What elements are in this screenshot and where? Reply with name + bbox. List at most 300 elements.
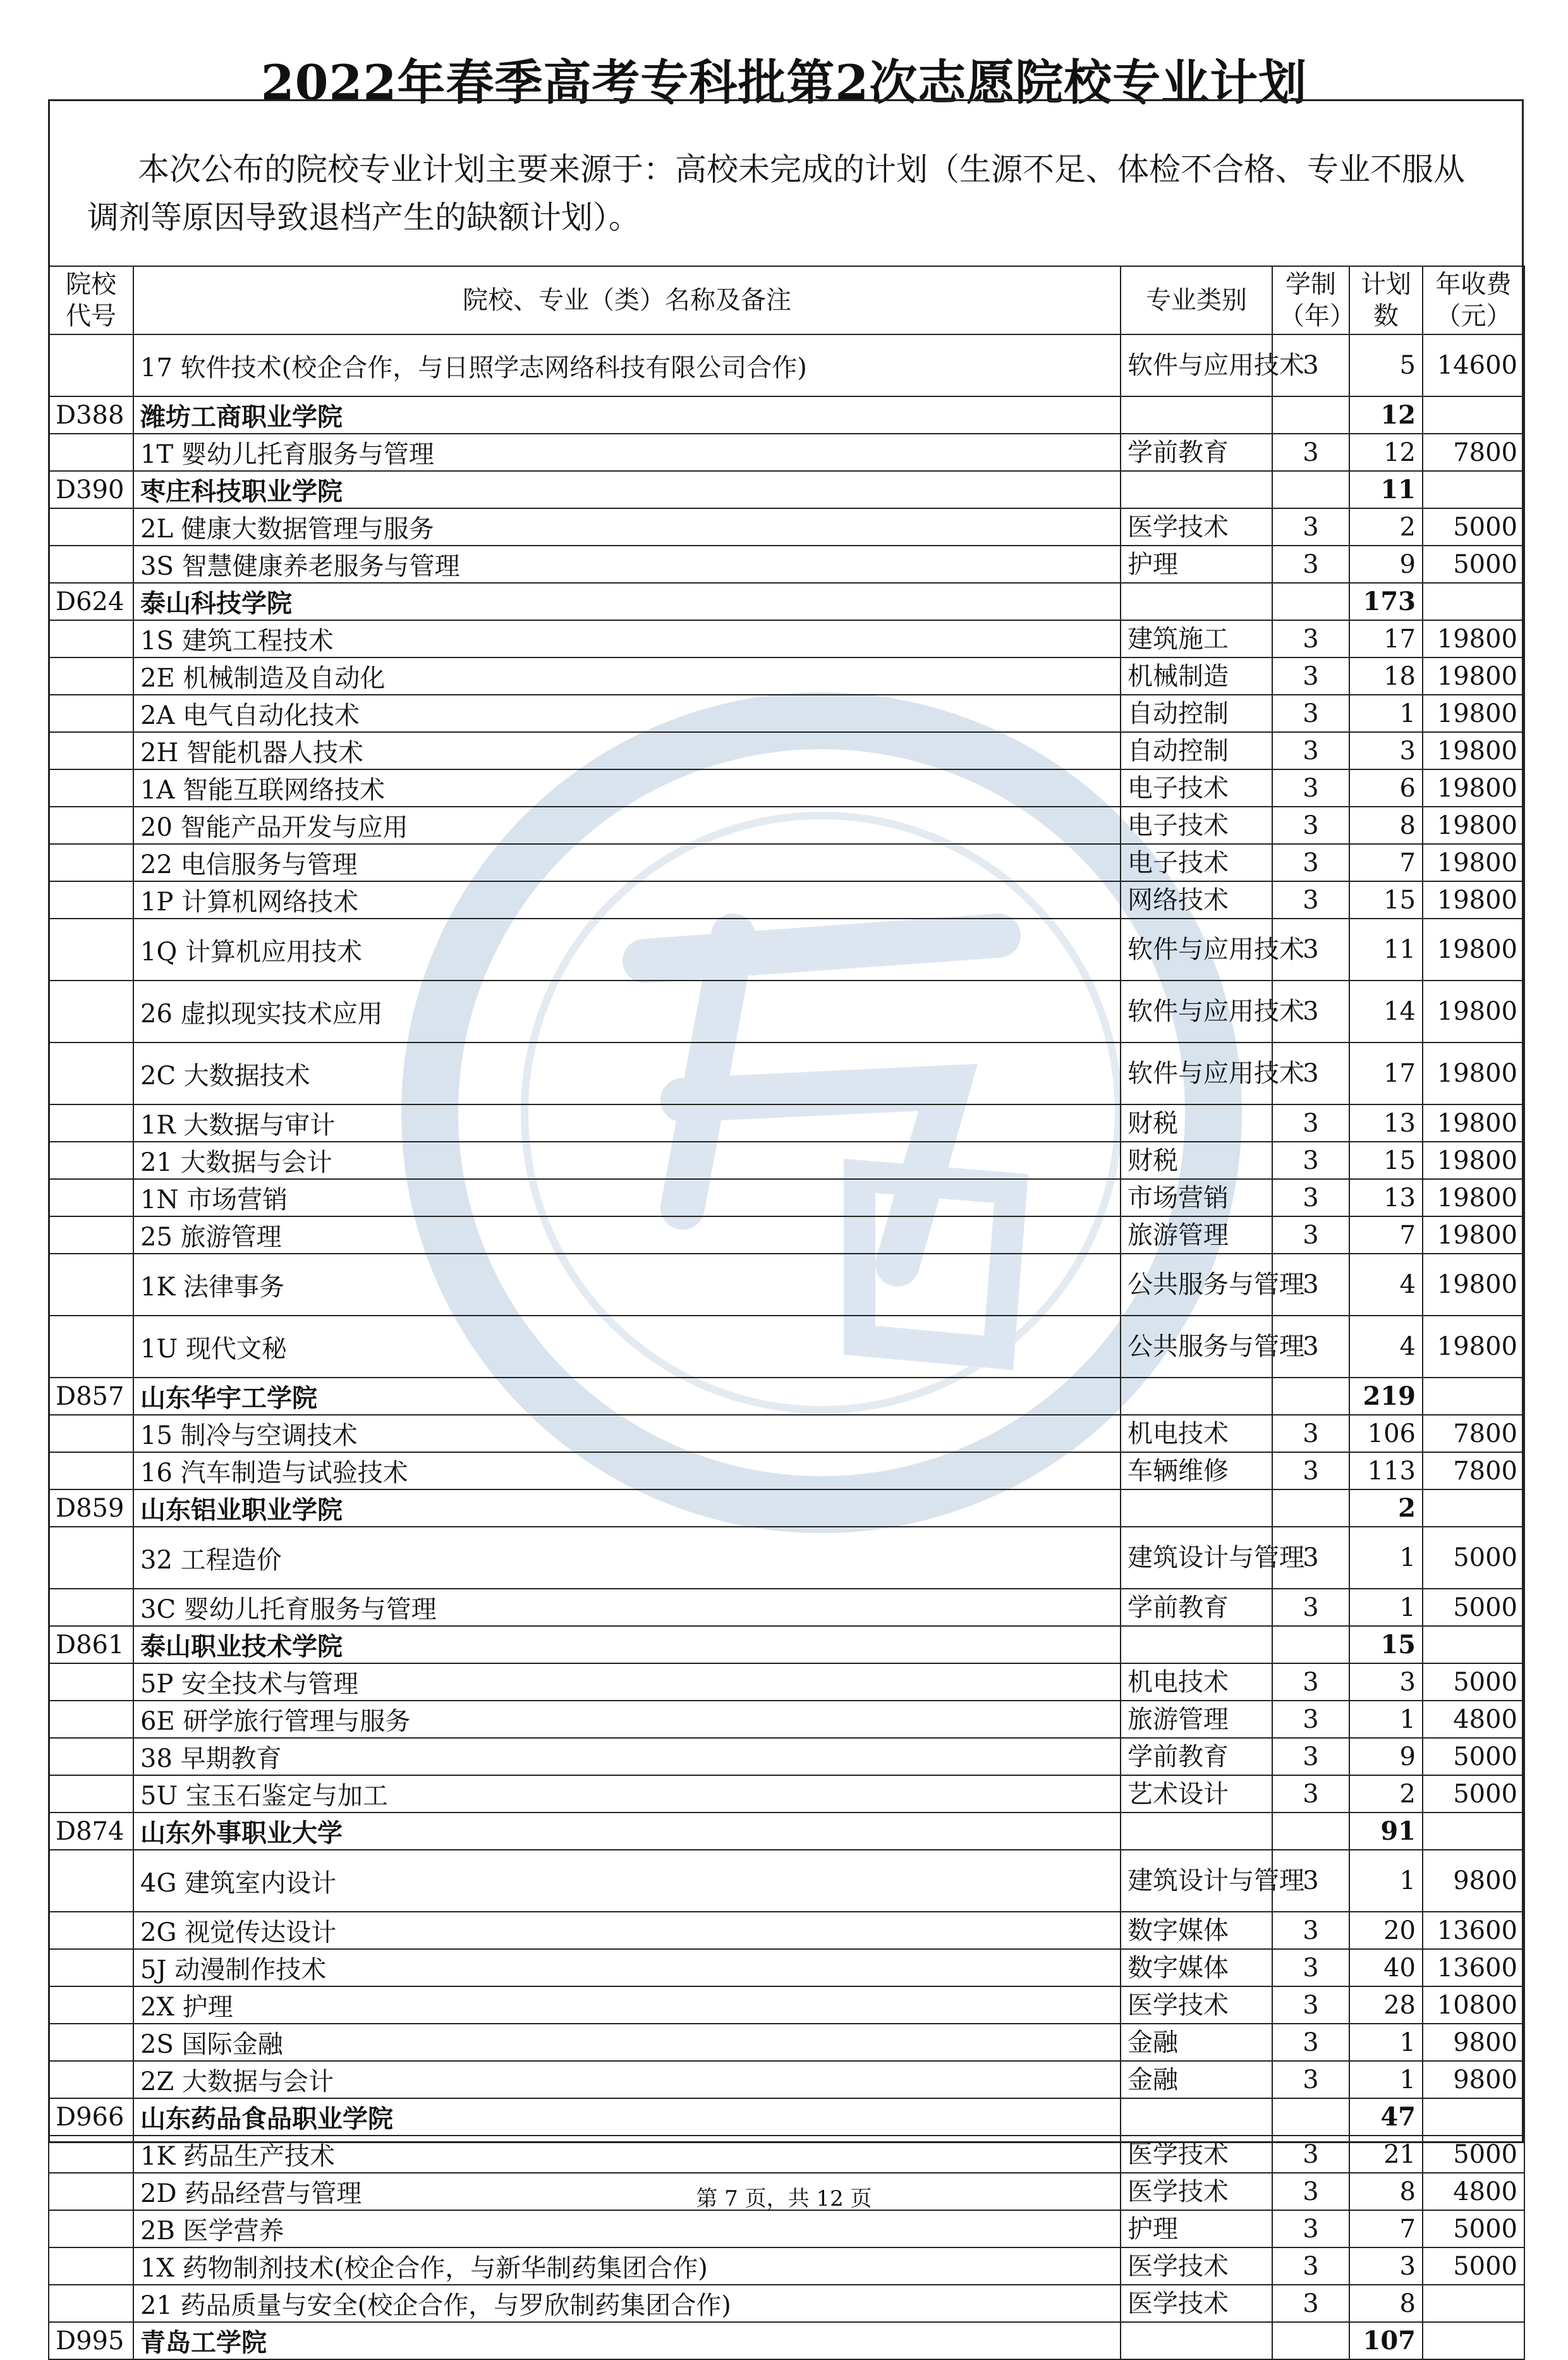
cell-name: 山东外事职业大学 (133, 1813, 1121, 1850)
cell-fee (1423, 2285, 1524, 2322)
cell-category: 软件与应用技术 (1121, 1042, 1272, 1104)
cell-name: 38 早期教育 (133, 1738, 1121, 1775)
cell-code (49, 695, 133, 732)
cell-category (1121, 1378, 1272, 1415)
cell-plan: 17 (1349, 620, 1423, 657)
header-plan: 计划数 (1349, 266, 1423, 334)
cell-code (49, 1179, 133, 1216)
cell-category (1121, 2322, 1272, 2359)
cell-category: 网络技术 (1121, 881, 1272, 919)
cell-years: 3 (1272, 1042, 1349, 1104)
cell-plan: 173 (1349, 583, 1423, 620)
major-row (49, 1142, 1524, 1179)
cell-fee: 5000 (1423, 508, 1524, 546)
major-row (49, 732, 1524, 769)
cell-name: 26 虚拟现实技术应用 (133, 981, 1121, 1042)
cell-category (1121, 1489, 1272, 1527)
cell-code (49, 434, 133, 471)
cell-years: 3 (1272, 769, 1349, 807)
cell-category: 数字媒体 (1121, 1912, 1272, 1949)
cell-years: 3 (1272, 919, 1349, 981)
major-row (49, 1179, 1524, 1216)
plan-table (48, 266, 1525, 2360)
cell-fee: 19800 (1423, 981, 1524, 1042)
cell-years: 3 (1272, 881, 1349, 919)
cell-years: 3 (1272, 2136, 1349, 2173)
cell-plan: 13 (1349, 1179, 1423, 1216)
cell-name: 2L 健康大数据管理与服务 (133, 508, 1121, 546)
cell-code (49, 1850, 133, 1912)
cell-years: 3 (1272, 1850, 1349, 1912)
cell-plan: 13 (1349, 1104, 1423, 1142)
cell-name: 5P 安全技术与管理 (133, 1663, 1121, 1701)
cell-code (49, 1415, 133, 1452)
cell-category: 医学技术 (1121, 508, 1272, 546)
major-row (49, 1042, 1524, 1104)
major-row (49, 881, 1524, 919)
cell-code (49, 807, 133, 844)
major-row (49, 919, 1524, 981)
cell-fee: 7800 (1423, 434, 1524, 471)
major-row (49, 657, 1524, 695)
cell-name: 15 制冷与空调技术 (133, 1415, 1121, 1452)
cell-fee: 19800 (1423, 919, 1524, 981)
cell-code (49, 2024, 133, 2061)
cell-fee (1423, 1378, 1524, 1415)
cell-plan: 1 (1349, 1527, 1423, 1589)
cell-fee: 19800 (1423, 1254, 1524, 1316)
cell-fee (1423, 471, 1524, 508)
cell-years: 3 (1272, 2061, 1349, 2098)
major-row (49, 1527, 1524, 1589)
cell-fee: 7800 (1423, 1452, 1524, 1489)
cell-name: 青岛工学院 (133, 2322, 1121, 2359)
cell-years: 3 (1272, 2024, 1349, 2061)
cell-category: 学前教育 (1121, 1738, 1272, 1775)
cell-name: 1K 药品生产技术 (133, 2136, 1121, 2173)
cell-plan: 1 (1349, 2061, 1423, 2098)
cell-plan: 7 (1349, 2210, 1423, 2247)
cell-name: 2A 电气自动化技术 (133, 695, 1121, 732)
cell-category: 医学技术 (1121, 2136, 1272, 2173)
cell-category: 金融 (1121, 2061, 1272, 2098)
cell-code (49, 1316, 133, 1378)
cell-plan: 12 (1349, 396, 1423, 434)
cell-plan: 4 (1349, 1254, 1423, 1316)
cell-name: 1U 现代文秘 (133, 1316, 1121, 1378)
cell-plan: 28 (1349, 1986, 1423, 2024)
cell-name: 4G 建筑室内设计 (133, 1850, 1121, 1912)
cell-plan: 5 (1349, 334, 1423, 396)
cell-name: 山东铝业职业学院 (133, 1489, 1121, 1527)
cell-code (49, 1216, 133, 1254)
cell-plan: 106 (1349, 1415, 1423, 1452)
major-row (49, 1104, 1524, 1142)
cell-plan: 6 (1349, 769, 1423, 807)
cell-name: 1R 大数据与审计 (133, 1104, 1121, 1142)
major-row (49, 1415, 1524, 1452)
school-row (49, 2322, 1524, 2359)
cell-plan: 2 (1349, 1489, 1423, 1527)
cell-name: 山东华宇工学院 (133, 1378, 1121, 1415)
cell-fee: 19800 (1423, 1104, 1524, 1142)
school-row (49, 1378, 1524, 1415)
cell-fee (1423, 2322, 1524, 2359)
cell-years (1272, 1813, 1349, 1850)
cell-code: D995 (49, 2322, 133, 2359)
cell-years: 3 (1272, 844, 1349, 881)
cell-plan: 18 (1349, 657, 1423, 695)
cell-code: D390 (49, 471, 133, 508)
major-row (49, 807, 1524, 844)
cell-category: 数字媒体 (1121, 1949, 1272, 1986)
cell-code: D861 (49, 1626, 133, 1663)
cell-name: 25 旅游管理 (133, 1216, 1121, 1254)
cell-fee: 19800 (1423, 695, 1524, 732)
school-row (49, 1813, 1524, 1850)
cell-code (49, 1527, 133, 1589)
header-years: 学制（年） (1272, 266, 1349, 334)
cell-code (49, 2247, 133, 2285)
cell-category (1121, 1626, 1272, 1663)
cell-name: 枣庄科技职业学院 (133, 471, 1121, 508)
cell-name: 32 工程造价 (133, 1527, 1121, 1589)
cell-category: 市场营销 (1121, 1179, 1272, 1216)
major-row (49, 620, 1524, 657)
cell-name: 5U 宝玉石鉴定与加工 (133, 1775, 1121, 1813)
cell-category: 财税 (1121, 1142, 1272, 1179)
cell-category: 护理 (1121, 546, 1272, 583)
cell-plan: 3 (1349, 2247, 1423, 2285)
cell-plan: 1 (1349, 1589, 1423, 1626)
cell-category: 软件与应用技术 (1121, 334, 1272, 396)
cell-plan: 17 (1349, 1042, 1423, 1104)
cell-years (1272, 396, 1349, 434)
major-row (49, 2210, 1524, 2247)
cell-category: 机电技术 (1121, 1663, 1272, 1701)
cell-years: 3 (1272, 1589, 1349, 1626)
major-row (49, 1949, 1524, 1986)
cell-category: 旅游管理 (1121, 1701, 1272, 1738)
cell-fee: 5000 (1423, 1663, 1524, 1701)
cell-years: 3 (1272, 1254, 1349, 1316)
cell-plan: 7 (1349, 1216, 1423, 1254)
cell-years (1272, 1489, 1349, 1527)
cell-category: 机械制造 (1121, 657, 1272, 695)
cell-plan: 8 (1349, 807, 1423, 844)
cell-plan: 47 (1349, 2098, 1423, 2136)
cell-years: 3 (1272, 1949, 1349, 1986)
cell-code (49, 1663, 133, 1701)
cell-fee (1423, 2098, 1524, 2136)
cell-fee: 5000 (1423, 2136, 1524, 2173)
cell-code (49, 919, 133, 981)
cell-fee: 7800 (1423, 1415, 1524, 1452)
cell-code (49, 2210, 133, 2247)
major-row (49, 1986, 1524, 2024)
cell-years: 3 (1272, 1415, 1349, 1452)
cell-category: 机电技术 (1121, 1415, 1272, 1452)
cell-category: 软件与应用技术 (1121, 981, 1272, 1042)
cell-years (1272, 2322, 1349, 2359)
cell-name: 1K 法律事务 (133, 1254, 1121, 1316)
cell-code (49, 1775, 133, 1813)
cell-fee: 4800 (1423, 1701, 1524, 1738)
cell-plan: 40 (1349, 1949, 1423, 1986)
cell-fee (1423, 1626, 1524, 1663)
cell-category: 建筑设计与管理 (1121, 1850, 1272, 1912)
cell-fee: 9800 (1423, 2061, 1524, 2098)
cell-fee: 19800 (1423, 881, 1524, 919)
cell-fee: 19800 (1423, 732, 1524, 769)
cell-code (49, 1142, 133, 1179)
cell-category: 医学技术 (1121, 2173, 1272, 2210)
cell-category: 软件与应用技术 (1121, 919, 1272, 981)
cell-plan: 2 (1349, 1775, 1423, 1813)
cell-years: 3 (1272, 1701, 1349, 1738)
cell-years: 3 (1272, 1452, 1349, 1489)
cell-plan: 11 (1349, 919, 1423, 981)
cell-years: 3 (1272, 434, 1349, 471)
cell-name: 2Z 大数据与会计 (133, 2061, 1121, 2098)
cell-name: 16 汽车制造与试验技术 (133, 1452, 1121, 1489)
cell-name: 3S 智慧健康养老服务与管理 (133, 546, 1121, 583)
major-row (49, 769, 1524, 807)
cell-category (1121, 583, 1272, 620)
intro-note: 本次公布的院校专业计划主要来源于：高校未完成的计划（生源不足、体检不合格、专业不服从调剂等原因导致退档产生的缺额计划）。 (87, 151, 1465, 236)
major-row (49, 1663, 1524, 1701)
cell-code (49, 769, 133, 807)
cell-category: 旅游管理 (1121, 1216, 1272, 1254)
cell-fee: 14600 (1423, 334, 1524, 396)
cell-plan: 15 (1349, 1626, 1423, 1663)
major-row (49, 1316, 1524, 1378)
cell-category: 车辆维修 (1121, 1452, 1272, 1489)
school-row (49, 2098, 1524, 2136)
cell-plan: 1 (1349, 1850, 1423, 1912)
cell-plan: 3 (1349, 732, 1423, 769)
cell-name: 1S 建筑工程技术 (133, 620, 1121, 657)
cell-fee: 19800 (1423, 657, 1524, 695)
cell-years: 3 (1272, 2173, 1349, 2210)
cell-years (1272, 1378, 1349, 1415)
cell-fee: 13600 (1423, 1912, 1524, 1949)
cell-name: 17 软件技术(校企合作，与日照学志网络科技有限公司合作) (133, 334, 1121, 396)
cell-years: 3 (1272, 546, 1349, 583)
cell-fee: 10800 (1423, 1986, 1524, 2024)
major-row (49, 2285, 1524, 2322)
major-row (49, 434, 1524, 471)
major-row (49, 1775, 1524, 1813)
cell-code (49, 1452, 133, 1489)
cell-code: D857 (49, 1378, 133, 1415)
cell-name: 1X 药物制剂技术(校企合作，与新华制药集团合作) (133, 2247, 1121, 2285)
cell-plan: 1 (1349, 695, 1423, 732)
cell-code (49, 2061, 133, 2098)
cell-plan: 11 (1349, 471, 1423, 508)
cell-plan: 3 (1349, 1663, 1423, 1701)
major-row (49, 1254, 1524, 1316)
cell-fee: 19800 (1423, 1142, 1524, 1179)
cell-category (1121, 396, 1272, 434)
major-row (49, 981, 1524, 1042)
cell-category: 电子技术 (1121, 769, 1272, 807)
header-category: 专业类别 (1121, 266, 1272, 334)
cell-category: 电子技术 (1121, 807, 1272, 844)
cell-name: 21 药品质量与安全(校企合作，与罗欣制药集团合作) (133, 2285, 1121, 2322)
cell-fee: 9800 (1423, 2024, 1524, 2061)
cell-years: 3 (1272, 732, 1349, 769)
cell-years: 3 (1272, 2285, 1349, 2322)
cell-fee: 5000 (1423, 1738, 1524, 1775)
cell-fee: 13600 (1423, 1949, 1524, 1986)
cell-fee (1423, 396, 1524, 434)
cell-plan: 4 (1349, 1316, 1423, 1378)
cell-fee: 5000 (1423, 2210, 1524, 2247)
cell-name: 6E 研学旅行管理与服务 (133, 1701, 1121, 1738)
cell-category: 金融 (1121, 2024, 1272, 2061)
cell-fee: 19800 (1423, 1316, 1524, 1378)
major-row (49, 2136, 1524, 2173)
cell-years (1272, 471, 1349, 508)
cell-plan: 2 (1349, 508, 1423, 546)
major-row (49, 1452, 1524, 1489)
cell-name: 山东药品食品职业学院 (133, 2098, 1121, 2136)
cell-name: 1T 婴幼儿托育服务与管理 (133, 434, 1121, 471)
cell-years: 3 (1272, 2210, 1349, 2247)
school-row (49, 583, 1524, 620)
cell-years: 3 (1272, 1104, 1349, 1142)
cell-fee: 19800 (1423, 769, 1524, 807)
cell-plan: 15 (1349, 881, 1423, 919)
cell-code: D966 (49, 2098, 133, 2136)
cell-category: 公共服务与管理 (1121, 1254, 1272, 1316)
cell-code (49, 1738, 133, 1775)
cell-category: 自动控制 (1121, 732, 1272, 769)
cell-fee: 19800 (1423, 1042, 1524, 1104)
cell-fee: 4800 (1423, 2173, 1524, 2210)
cell-code (49, 2285, 133, 2322)
cell-years: 3 (1272, 508, 1349, 546)
cell-name: 1P 计算机网络技术 (133, 881, 1121, 919)
cell-years: 3 (1272, 1216, 1349, 1254)
cell-name: 2E 机械制造及自动化 (133, 657, 1121, 695)
cell-code: D874 (49, 1813, 133, 1850)
cell-fee: 5000 (1423, 1775, 1524, 1813)
cell-plan: 107 (1349, 2322, 1423, 2359)
cell-name: 22 电信服务与管理 (133, 844, 1121, 881)
cell-code (49, 732, 133, 769)
cell-plan: 219 (1349, 1378, 1423, 1415)
cell-fee: 9800 (1423, 1850, 1524, 1912)
cell-plan: 21 (1349, 2136, 1423, 2173)
header-fee: 年收费（元） (1423, 266, 1524, 334)
cell-name: 2G 视觉传达设计 (133, 1912, 1121, 1949)
cell-code (49, 657, 133, 695)
cell-code (49, 1254, 133, 1316)
cell-code: D388 (49, 396, 133, 434)
cell-name: 2X 护理 (133, 1986, 1121, 2024)
cell-code: D624 (49, 583, 133, 620)
major-row (49, 546, 1524, 583)
cell-plan: 7 (1349, 844, 1423, 881)
cell-years (1272, 2098, 1349, 2136)
cell-code (49, 620, 133, 657)
cell-years: 3 (1272, 981, 1349, 1042)
school-row (49, 471, 1524, 508)
cell-name: 21 大数据与会计 (133, 1142, 1121, 1179)
cell-years: 3 (1272, 2247, 1349, 2285)
cell-fee: 19800 (1423, 844, 1524, 881)
cell-name: 泰山职业技术学院 (133, 1626, 1121, 1663)
cell-name: 泰山科技学院 (133, 583, 1121, 620)
cell-category (1121, 2098, 1272, 2136)
cell-code (49, 2136, 133, 2173)
cell-category: 学前教育 (1121, 434, 1272, 471)
cell-category: 护理 (1121, 2210, 1272, 2247)
cell-fee: 5000 (1423, 2247, 1524, 2285)
cell-fee (1423, 1813, 1524, 1850)
major-row (49, 2061, 1524, 2098)
cell-name: 1A 智能互联网络技术 (133, 769, 1121, 807)
major-row (49, 1701, 1524, 1738)
major-row (49, 1912, 1524, 1949)
cell-fee: 5000 (1423, 1589, 1524, 1626)
cell-name: 3C 婴幼儿托育服务与管理 (133, 1589, 1121, 1626)
cell-code (49, 1104, 133, 1142)
cell-name: 2H 智能机器人技术 (133, 732, 1121, 769)
cell-code (49, 334, 133, 396)
cell-years: 3 (1272, 1142, 1349, 1179)
cell-years: 3 (1272, 1775, 1349, 1813)
cell-category: 自动控制 (1121, 695, 1272, 732)
cell-name: 20 智能产品开发与应用 (133, 807, 1121, 844)
cell-plan: 14 (1349, 981, 1423, 1042)
cell-years: 3 (1272, 1663, 1349, 1701)
major-row (49, 2024, 1524, 2061)
cell-name: 1N 市场营销 (133, 1179, 1121, 1216)
school-row (49, 1626, 1524, 1663)
page-footer: 第 7 页，共 12 页 (696, 2186, 872, 2211)
major-row (49, 334, 1524, 396)
cell-plan: 12 (1349, 434, 1423, 471)
cell-name: 2D 药品经营与管理 (133, 2173, 1121, 2210)
cell-years: 3 (1272, 1527, 1349, 1589)
cell-plan: 1 (1349, 2024, 1423, 2061)
cell-plan: 9 (1349, 1738, 1423, 1775)
cell-plan: 91 (1349, 1813, 1423, 1850)
cell-fee (1423, 1489, 1524, 1527)
cell-code (49, 1589, 133, 1626)
cell-category (1121, 1813, 1272, 1850)
cell-name: 1Q 计算机应用技术 (133, 919, 1121, 981)
major-row (49, 844, 1524, 881)
header-code: 院校代号 (49, 266, 133, 334)
cell-name: 2S 国际金融 (133, 2024, 1121, 2061)
cell-category: 医学技术 (1121, 1986, 1272, 2024)
cell-plan: 1 (1349, 1701, 1423, 1738)
cell-years: 3 (1272, 1986, 1349, 2024)
cell-plan: 113 (1349, 1452, 1423, 1489)
cell-fee (1423, 583, 1524, 620)
cell-years: 3 (1272, 620, 1349, 657)
major-row (49, 2247, 1524, 2285)
cell-name: 潍坊工商职业学院 (133, 396, 1121, 434)
school-row (49, 396, 1524, 434)
cell-category: 医学技术 (1121, 2285, 1272, 2322)
cell-years: 3 (1272, 695, 1349, 732)
cell-plan: 8 (1349, 2173, 1423, 2210)
